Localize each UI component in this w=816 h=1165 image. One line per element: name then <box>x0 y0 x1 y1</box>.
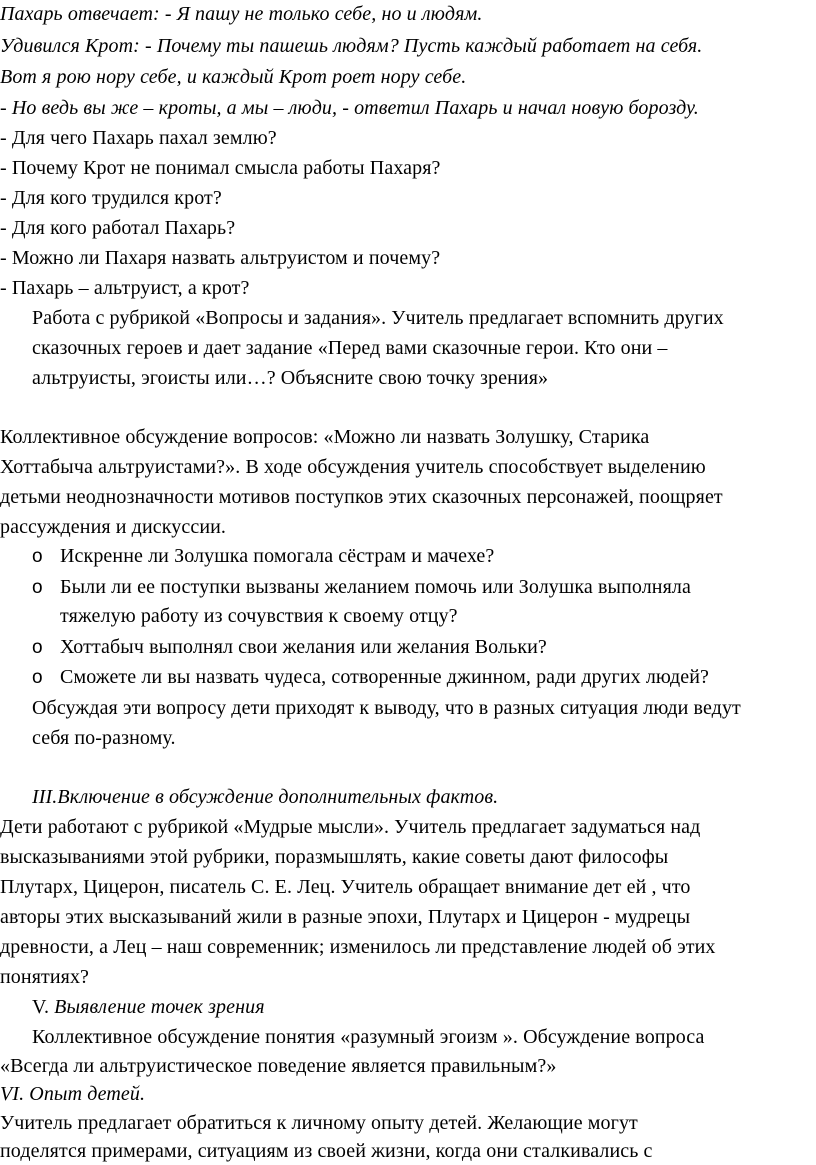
paragraph-line: Плутарх, Цицерон, писатель С. Е. Лец. Учитель обращает внимание дет ей , что <box>0 876 691 898</box>
bullet-item: Хоттабыч выполнял свои желания или желания Вольки? <box>60 636 547 658</box>
bullet-item: Искренне ли Золушка помогала сёстрам и мачехе? <box>60 545 495 567</box>
paragraph-line: рассуждения и дискуссии. <box>0 516 227 538</box>
paragraph-line: сказочных героев и дает задание «Перед вами сказочные герои. Кто они – <box>32 337 668 359</box>
paragraph-line: Коллективное обсуждение понятия «разумный эгоизм ». Обсуждение вопроса <box>32 1026 705 1048</box>
paragraph-line: «Всегда ли альтруистическое поведение является правильным?» <box>0 1055 557 1077</box>
bullet-marker: o <box>32 667 43 688</box>
paragraph-line: поделятся примерами, ситуациям из своей жизни, когда они сталкивались с <box>0 1140 653 1162</box>
paragraph-line: Хоттабыча альтруистами?». В ходе обсуждения учитель способствует выделению <box>0 456 706 478</box>
bullet-item: Были ли ее поступки вызваны желанием помочь или Золушка выполняла <box>60 576 691 598</box>
bullet-marker: o <box>32 546 43 567</box>
paragraph-line: авторы этих высказываний жили в разные эпохи, Плутарх и Цицерон - мудрецы <box>0 906 691 928</box>
bullet-item: Сможете ли вы назвать чудеса, сотворенные джинном, ради других людей? <box>60 666 709 688</box>
dialogue-line: Удивился Крот: - Почему ты пашешь людям? Пусть каждый работает на себя. <box>0 35 703 57</box>
dialogue-line: Пахарь отвечает: - Я пашу не только себе, но и людям. <box>0 3 483 25</box>
paragraph-line: Учитель предлагает обратиться к личному опыту детей. Желающие могут <box>0 1112 638 1134</box>
question-line: - Для кого работал Пахарь? <box>0 217 236 239</box>
paragraph-line: себя по-разному. <box>32 727 176 749</box>
paragraph-line: Работа с рубрикой «Вопросы и задания». Учитель предлагает вспомнить других <box>32 307 724 329</box>
dialogue-line: Вот я рою нору себе, и каждый Крот роет нору себе. <box>0 66 467 88</box>
section-number: V. <box>32 996 55 1018</box>
bullet-marker: o <box>32 577 43 598</box>
paragraph-line: понятиях? <box>0 966 90 988</box>
section-heading <box>32 995 265 1019</box>
bullet-marker: o <box>32 637 43 658</box>
question-line: - Для чего Пахарь пахал землю? <box>0 127 277 149</box>
section-heading: III.Включение в обсуждение дополнительных фактов. <box>32 786 499 808</box>
question-line: - Почему Крот не понимал смысла работы Пахаря? <box>0 157 441 179</box>
paragraph-line: Дети работают с рубрикой «Мудрые мысли». Учитель предлагает задуматься над <box>0 816 701 838</box>
question-line: - Пахарь – альтруист, а крот? <box>0 277 250 299</box>
paragraph-line: высказываниями этой рубрики, поразмышлять, какие советы дают философы <box>0 846 669 868</box>
bullet-item-continuation: тяжелую работу из сочувствия к своему отцу? <box>60 605 458 627</box>
paragraph-line: альтруисты, эгоисты или…? Объясните свою точку зрения» <box>32 367 549 389</box>
dialogue-line: - Но ведь вы же – кроты, а мы – люди, - ответил Пахарь и начал новую борозду. <box>0 97 699 119</box>
section-heading: VI. Опыт детей. <box>0 1083 146 1105</box>
paragraph-line: детьми неоднозначности мотивов поступков этих сказочных персонажей, поощряет <box>0 486 723 508</box>
paragraph-line: Коллективное обсуждение вопросов: «Можно ли назвать Золушку, Старика <box>0 426 650 448</box>
paragraph-line: древности, а Лец – наш современник; изменилось ли представление людей об этих <box>0 936 716 958</box>
paragraph-line: Обсуждая эти вопросу дети приходят к выводу, что в разных ситуация люди ведут <box>32 697 741 719</box>
section-title: Выявление точек зрения <box>54 996 265 1018</box>
question-line: - Для кого трудился крот? <box>0 187 222 209</box>
question-line: - Можно ли Пахаря назвать альтруистом и почему? <box>0 247 441 269</box>
